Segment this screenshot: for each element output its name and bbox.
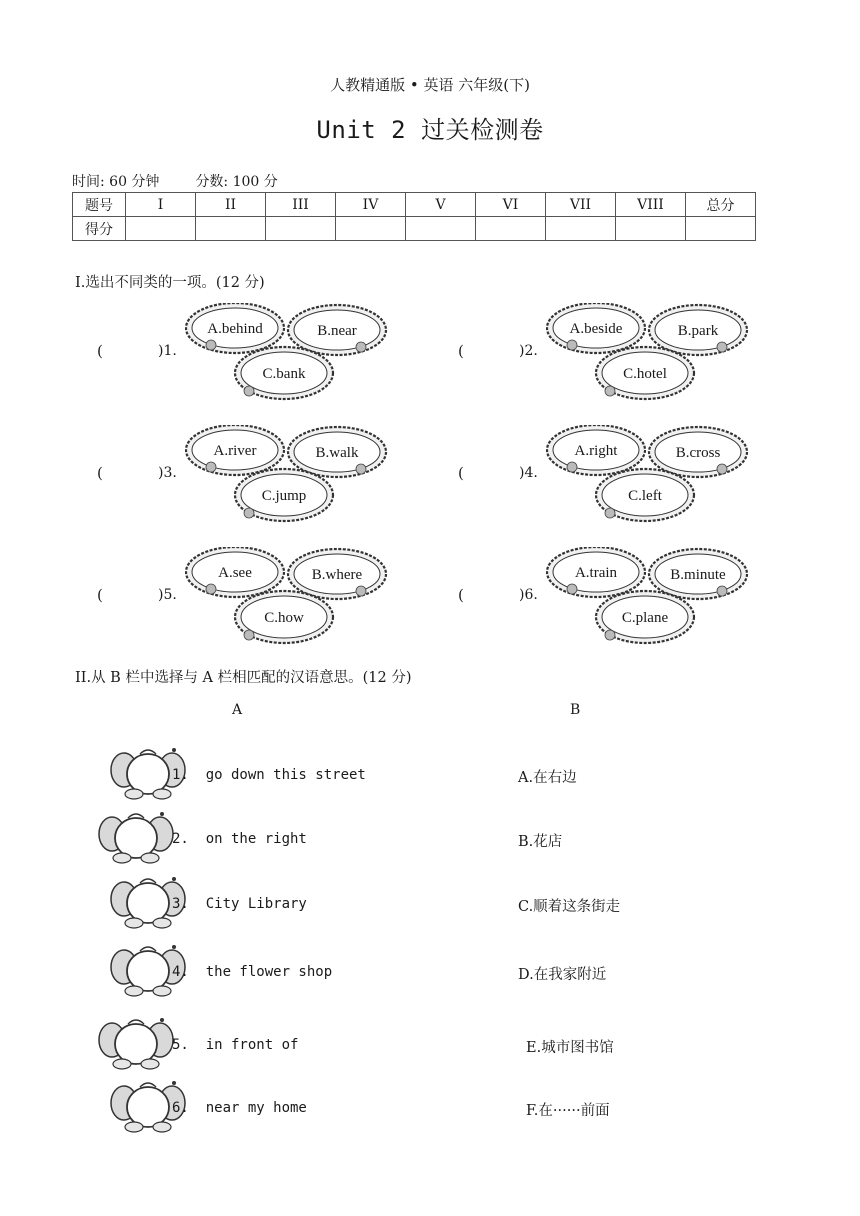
option-b-label: B.walk bbox=[315, 445, 359, 461]
option-a-label: A.behind bbox=[207, 321, 263, 337]
option-c-label: C.plane bbox=[621, 610, 669, 626]
column-b-header: B bbox=[570, 702, 581, 718]
flower-icon bbox=[356, 464, 366, 474]
option-b bbox=[649, 305, 747, 355]
match-item-a: 2. on the right bbox=[172, 831, 307, 847]
col-4: IV bbox=[336, 193, 406, 217]
option-c-label: C.left bbox=[628, 488, 662, 504]
score-label: 分数: 100 分 bbox=[195, 174, 278, 190]
option-c bbox=[235, 469, 333, 521]
option-a-label: A.beside bbox=[569, 321, 623, 337]
option-c bbox=[235, 591, 333, 643]
option-c-label: C.jump bbox=[261, 488, 307, 504]
match-item-b: F.在······前面 bbox=[526, 1103, 610, 1119]
score-cell[interactable] bbox=[476, 217, 546, 241]
option-b bbox=[649, 549, 747, 599]
section1-title: I.选出不同类的一项。(12 分) bbox=[75, 275, 265, 291]
flower-icon bbox=[356, 342, 366, 352]
answer-paren[interactable]: ( bbox=[458, 586, 464, 604]
column-a-header: A bbox=[232, 702, 243, 718]
flower-icon bbox=[567, 584, 577, 594]
score-cell[interactable] bbox=[686, 217, 756, 241]
flower-icon bbox=[717, 464, 727, 474]
option-a-label: A.train bbox=[574, 565, 618, 581]
match-item-b: E.城市图书馆 bbox=[526, 1040, 614, 1056]
score-cell[interactable] bbox=[266, 217, 336, 241]
question-number: )2. bbox=[519, 343, 538, 359]
score-cell[interactable] bbox=[196, 217, 266, 241]
match-item-b: B.花店 bbox=[518, 834, 563, 850]
option-c-label: C.hotel bbox=[623, 366, 667, 382]
match-item-a: 4. the flower shop bbox=[172, 964, 333, 980]
score-cell[interactable] bbox=[406, 217, 476, 241]
flower-icon bbox=[206, 462, 216, 472]
score-cell[interactable] bbox=[336, 217, 406, 241]
flower-icon bbox=[717, 586, 727, 596]
score-cell[interactable] bbox=[126, 217, 196, 241]
option-b-label: B.near bbox=[317, 323, 357, 339]
answer-paren[interactable]: ( bbox=[97, 464, 103, 482]
answer-paren[interactable]: ( bbox=[458, 464, 464, 482]
question-number: )3. bbox=[158, 465, 177, 481]
option-b-label: B.park bbox=[677, 323, 719, 339]
exam-meta bbox=[72, 171, 278, 191]
option-ovals bbox=[546, 425, 752, 525]
section2-title: II.从 B 栏中选择与 A 栏相匹配的汉语意思。(12 分) bbox=[75, 670, 412, 686]
flower-icon bbox=[206, 340, 216, 350]
row-label-qnum: 题号 bbox=[73, 193, 126, 217]
match-item-a: 3. City Library bbox=[172, 896, 307, 912]
score-value-row bbox=[73, 217, 756, 241]
col-3: III bbox=[266, 193, 336, 217]
option-ovals bbox=[185, 425, 391, 525]
option-a-label: A.river bbox=[213, 443, 257, 459]
time-label: 时间: 60 分钟 bbox=[72, 174, 160, 190]
flower-icon bbox=[605, 508, 615, 518]
option-a bbox=[186, 425, 284, 475]
option-a bbox=[547, 547, 645, 597]
score-header-row bbox=[73, 193, 756, 217]
question-number: )6. bbox=[519, 587, 538, 603]
col-1: I bbox=[126, 193, 196, 217]
option-ovals bbox=[185, 547, 391, 647]
score-cell[interactable] bbox=[546, 217, 616, 241]
flower-icon bbox=[605, 630, 615, 640]
option-ovals bbox=[546, 547, 752, 647]
col-8: VIII bbox=[616, 193, 686, 217]
col-2: II bbox=[196, 193, 266, 217]
flower-icon bbox=[717, 342, 727, 352]
answer-paren[interactable]: ( bbox=[97, 342, 103, 360]
option-c bbox=[235, 347, 333, 399]
answer-paren[interactable]: ( bbox=[458, 342, 464, 360]
col-6: VI bbox=[476, 193, 546, 217]
option-b bbox=[288, 427, 386, 477]
question-number: )1. bbox=[158, 343, 177, 359]
row-label-score: 得分 bbox=[73, 217, 126, 241]
question-number: )4. bbox=[519, 465, 538, 481]
option-a bbox=[186, 547, 284, 597]
flower-icon bbox=[605, 386, 615, 396]
match-item-b: C.顺着这条街走 bbox=[518, 899, 621, 915]
page-title: Unit 2 过关检测卷 bbox=[316, 116, 544, 144]
option-b-label: B.where bbox=[311, 567, 363, 583]
option-a-label: A.right bbox=[574, 443, 618, 459]
score-cell[interactable] bbox=[616, 217, 686, 241]
option-c bbox=[596, 591, 694, 643]
option-a bbox=[186, 303, 284, 353]
option-c-label: C.how bbox=[264, 610, 304, 626]
option-a bbox=[547, 303, 645, 353]
flower-icon bbox=[356, 586, 366, 596]
col-total: 总分 bbox=[686, 193, 756, 217]
option-a-label: A.see bbox=[218, 565, 252, 581]
match-item-a: 1. go down this street bbox=[172, 767, 366, 783]
question-number: )5. bbox=[158, 587, 177, 603]
option-c bbox=[596, 469, 694, 521]
score-table bbox=[72, 192, 756, 241]
butterfly-icon bbox=[98, 1014, 174, 1074]
option-b-label: B.cross bbox=[675, 445, 721, 461]
answer-paren[interactable]: ( bbox=[97, 586, 103, 604]
option-b-label: B.minute bbox=[670, 567, 726, 583]
flower-icon bbox=[244, 386, 254, 396]
butterfly-icon bbox=[98, 808, 174, 868]
flower-icon bbox=[567, 340, 577, 350]
option-ovals bbox=[546, 303, 752, 403]
flower-icon bbox=[244, 508, 254, 518]
col-7: VII bbox=[546, 193, 616, 217]
col-5: V bbox=[406, 193, 476, 217]
flower-icon bbox=[244, 630, 254, 640]
flower-icon bbox=[206, 584, 216, 594]
match-item-a: 6. near my home bbox=[172, 1100, 307, 1116]
option-a bbox=[547, 425, 645, 475]
series-header: 人教精通版 • 英语 六年级(下) bbox=[330, 76, 530, 94]
option-ovals bbox=[185, 303, 391, 403]
match-item-a: 5. in front of bbox=[172, 1037, 299, 1053]
flower-icon bbox=[567, 462, 577, 472]
option-c-label: C.bank bbox=[262, 366, 306, 382]
option-b bbox=[649, 427, 747, 477]
match-item-b: D.在我家附近 bbox=[518, 967, 607, 983]
option-b bbox=[288, 549, 386, 599]
match-item-b: A.在右边 bbox=[518, 770, 577, 786]
option-b bbox=[288, 305, 386, 355]
option-c bbox=[596, 347, 694, 399]
